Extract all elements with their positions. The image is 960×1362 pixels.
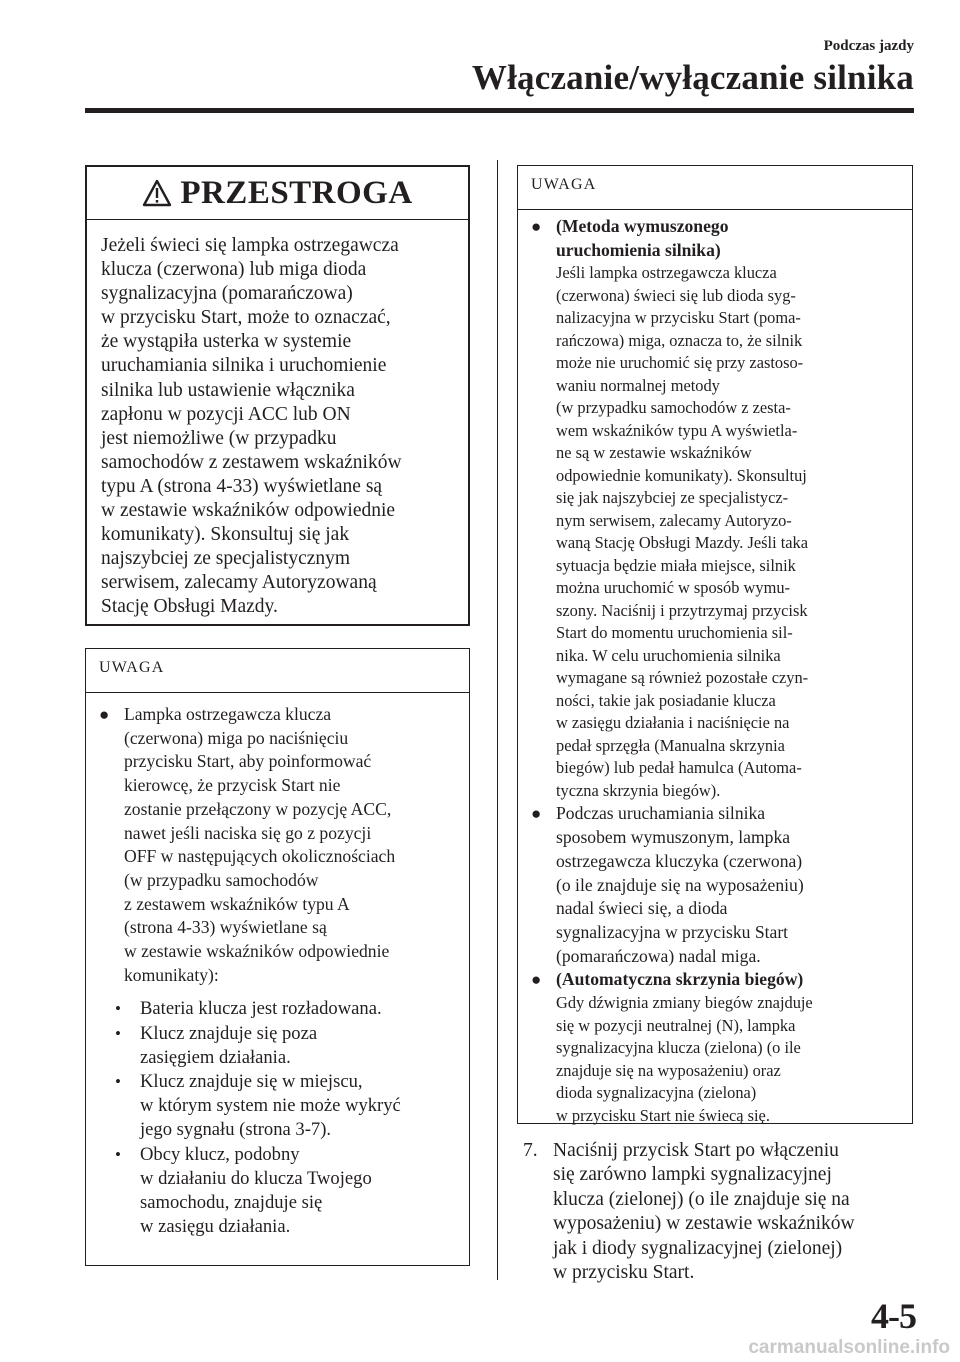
step-text (553, 1139, 855, 1285)
text-line: zapłonu w pozycji ACC lub ON (101, 403, 351, 425)
bold-heading-line: uruchomienia silnika) (556, 239, 721, 260)
text-line: rańczowa) miga, oznacza to, że silnik (556, 330, 803, 350)
text-line: znajduje się na wyposażeniu) oraz (556, 1060, 781, 1080)
list-item-text (556, 802, 804, 968)
sub-list-item (99, 1022, 459, 1070)
text-line: Obcy klucz, podobny (140, 1143, 300, 1165)
text-line: sytuacja będzie miała miejsce, silnik (556, 555, 796, 575)
note-box-key-light (85, 648, 470, 1266)
text-line: wem wskaźników typu A wyświetla- (556, 420, 798, 440)
bullet-icon: • (115, 1023, 121, 1043)
section-label: Podczas jazdy (823, 38, 914, 54)
text-line: Jeżeli świeci się lampka ostrzegawcza (101, 235, 399, 256)
sub-list-item-text (140, 1070, 401, 1143)
text-line: w zestawie wskaźników odpowiednie (101, 500, 396, 522)
list-item-text (556, 968, 813, 1127)
bullet-icon: ● (531, 217, 542, 236)
text-line: pedał sprzęgła (Manualna skrzynia (556, 735, 785, 755)
sub-list-item-text (140, 997, 382, 1021)
text-line: serwisem, zalecamy Autoryzowaną (101, 572, 377, 594)
text-line: w działaniu do klucza Twojego (140, 1167, 372, 1189)
step-7 (523, 1139, 923, 1285)
text-line: nika. W celu uruchomienia silnika (556, 645, 781, 665)
text-line: samochodów z zestawem wskaźników (101, 451, 402, 473)
watermark: carmanualsonline.info (748, 1337, 950, 1358)
text-line: zasięgiem działania. (140, 1046, 291, 1068)
text-line: komunikaty): (124, 964, 219, 985)
note-heading: UWAGA (86, 649, 469, 693)
text-line: sygnalizacyjna (pomarańczowa) (101, 283, 353, 305)
text-line: się w pozycji neutralnej (N), lampka (556, 1015, 796, 1035)
text-line: Jeśli lampka ostrzegawcza klucza (556, 263, 777, 283)
text-line: nalizacyjna w przycisku Start (poma- (556, 308, 801, 328)
list-item (531, 215, 902, 802)
text-line: klucza (zielonej) (o ile znajduje się na (553, 1188, 850, 1210)
text-line: waną Stację Obsługi Mazdy. Jeśli taka (556, 533, 809, 553)
note-heading: UWAGA (518, 166, 912, 210)
page-title: Włączanie/wyłączanie silnika (471, 58, 914, 97)
text-line: Gdy dźwignia zmiany biegów znajduje (556, 993, 813, 1013)
text-line: (pomarańczowa) nadal miga. (556, 945, 761, 966)
text-line: ne są w zestawie wskaźników (556, 443, 752, 463)
sub-list-item (99, 997, 459, 1021)
column-divider (497, 160, 498, 1280)
warning-triangle-icon (142, 179, 172, 207)
sub-list (99, 997, 459, 1239)
text-line: wymagane są również pozostałe czyn- (556, 668, 809, 688)
text-line: z zestawem wskaźników typu A (124, 893, 350, 914)
text-line: nawet jeśli naciska się go z pozycji (124, 822, 372, 843)
note-body (518, 210, 912, 1127)
text-line: ności, takie jak posiadanie klucza (556, 690, 776, 710)
list-item (99, 703, 459, 987)
sub-list-item (99, 1143, 459, 1240)
page-number: 4-5 (871, 1296, 916, 1336)
text-line: się zarówno lampki sygnalizacyjnej (553, 1164, 832, 1186)
text-line: w zestawie wskaźników odpowiednie (124, 941, 390, 962)
text-line: (w przypadku samochodów (124, 869, 319, 890)
header-rule (85, 108, 914, 113)
text-line: można uruchomić w sposób wymu- (556, 578, 790, 598)
list-item-text (556, 215, 808, 802)
text-line: tyczna skrzynia biegów). (556, 780, 721, 800)
list-item (531, 802, 902, 968)
text-line: kierowcę, że przycisk Start nie (124, 775, 341, 796)
text-line: w przycisku Start nie świecą się. (556, 1105, 770, 1125)
bullet-icon: • (115, 999, 121, 1019)
text-line: Bateria klucza jest rozładowana. (140, 998, 382, 1020)
text-line: ostrzegawcza kluczyka (czerwona) (556, 850, 803, 871)
text-line: jest niemożliwe (w przypadku (101, 427, 337, 449)
text-line: w przycisku Start. (553, 1262, 695, 1284)
step-number: 7. (523, 1140, 538, 1161)
text-line: (w przypadku samochodów z zesta- (556, 398, 791, 418)
bullet-icon: • (115, 1144, 121, 1164)
text-line: może nie uruchomić się przy zastoso- (556, 353, 804, 373)
bullet-icon: ● (531, 804, 542, 824)
text-line: że wystąpiła usterka w systemie (101, 331, 352, 353)
text-line: Naciśnij przycisk Start po włączeniu (553, 1140, 839, 1161)
text-line: OFF w następujących okolicznościach (124, 846, 396, 867)
text-line: Lampka ostrzegawcza klucza (124, 704, 332, 724)
text-line: odpowiednie komunikaty). Skonsultuj (556, 465, 807, 485)
text-line: w zasięgu działania i naciśnięcie na (556, 713, 790, 733)
caution-box (85, 165, 470, 626)
bold-heading-line: (Automatyczna skrzynia biegów) (556, 969, 804, 990)
text-line: (o ile znajduje się na wyposażeniu) (556, 874, 804, 895)
text-line: biegów) lub pedał hamulca (Automa- (556, 758, 802, 778)
text-line: zostanie przełączony w pozycję ACC, (124, 798, 392, 819)
text-line: klucza (czerwona) lub miga dioda (101, 259, 367, 281)
text-line: wyposażeniu) w zestawie wskaźników (553, 1213, 855, 1235)
text-line: komunikaty). Skonsultuj się jak (101, 524, 350, 546)
text-line: samochodu, znajduje się (140, 1192, 323, 1214)
bullet-icon: ● (531, 970, 542, 990)
text-line: sygnalizacyjna w przycisku Start (556, 921, 789, 942)
text-line: (czerwona) świeci się lub dioda syg- (556, 285, 796, 305)
bold-heading-line: (Metoda wymuszonego (556, 216, 729, 236)
bullet-icon: ● (99, 705, 110, 724)
note-body (86, 693, 469, 1239)
text-line: waniu normalnej metody (556, 375, 720, 395)
text-line: w zasięgu działania. (140, 1216, 291, 1238)
text-line: uruchamiania silnika i uruchomienie (101, 355, 387, 377)
list-item-text (124, 703, 395, 987)
text-line: szony. Naciśnij i przytrzymaj przycisk (556, 600, 808, 620)
text-line: przycisku Start, aby poinformować (124, 751, 372, 772)
caution-text (87, 220, 468, 620)
list-item (531, 968, 902, 1127)
sub-list-item (99, 1070, 459, 1143)
text-line: Klucz znajduje się poza (140, 1022, 318, 1044)
text-line: (czerwona) miga po naciśnięciu (124, 727, 349, 748)
text-line: się jak najszybciej ze specjalistycz- (556, 488, 789, 508)
text-line: jego sygnału (strona 3-7). (140, 1119, 332, 1141)
text-line: nym serwisem, zalecamy Autoryzo- (556, 510, 792, 530)
text-line: Podczas uruchamiania silnika (556, 803, 766, 824)
text-line: typu A (strona 4-33) wyświetlane są (101, 475, 383, 497)
text-line: Stację Obsługi Mazdy. (101, 596, 278, 618)
sub-list-item-text (140, 1143, 372, 1240)
text-line: nadal świeci się, a dioda (556, 898, 728, 919)
bullet-icon: • (115, 1072, 121, 1092)
text-line: Start do momentu uruchomienia sil- (556, 623, 793, 643)
note-box-forced-start (517, 165, 913, 1124)
text-line: sposobem wymuszonym, lampka (556, 827, 791, 848)
text-line: (strona 4-33) wyświetlane są (124, 917, 327, 938)
text-line: dioda sygnalizacyjna (zielona) (556, 1083, 757, 1103)
text-line: silnika lub ustawienie włącznika (101, 379, 355, 401)
text-line: w którym system nie może wykryć (140, 1095, 401, 1117)
caution-header (87, 167, 468, 220)
text-line: w przycisku Start, może to oznaczać, (101, 307, 391, 329)
text-line: najszybciej ze specjalistycznym (101, 548, 351, 570)
caution-heading: PRZESTROGA (180, 174, 413, 211)
text-line: Klucz znajduje się w miejscu, (140, 1071, 363, 1093)
text-line: sygnalizacyjna klucza (zielona) (o ile (556, 1038, 801, 1058)
text-line: jak i diody sygnalizacyjnej (zielonej) (553, 1237, 843, 1259)
sub-list-item-text (140, 1022, 317, 1070)
